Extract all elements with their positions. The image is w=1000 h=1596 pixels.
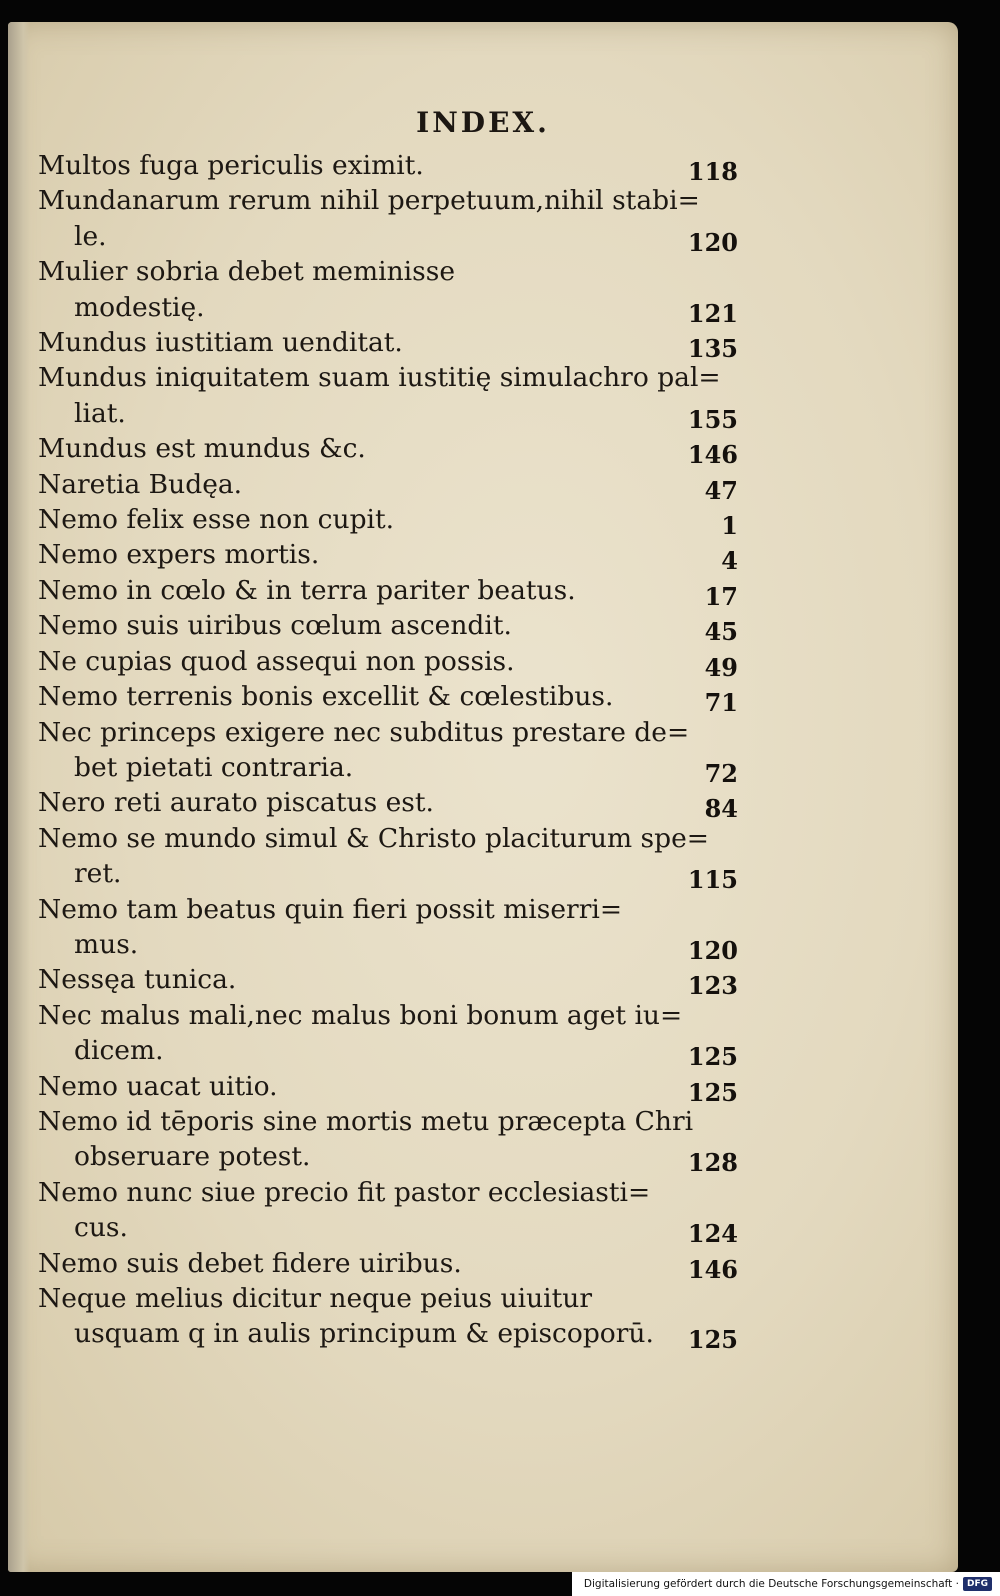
page-number: 4 — [721, 546, 738, 576]
entry-text: Nec malus mali,nec malus boni bonum aget iu= — [38, 999, 683, 1031]
entry-text-continuation: cus. — [74, 1212, 128, 1244]
dfg-logo: DFG — [963, 1577, 992, 1591]
index-entry — [38, 573, 738, 611]
page-number: 72 — [704, 758, 738, 788]
entry-text: Nemo felix esse non cupit. — [38, 504, 395, 536]
page-number: 49 — [704, 652, 738, 682]
entry-text: Nec princeps exigere nec subditus prestare de= — [38, 716, 690, 748]
page-number: 47 — [704, 475, 738, 505]
index-entry — [38, 1104, 738, 1178]
page-number: 123 — [687, 971, 738, 1001]
entry-text: Nemo uacat uitio. — [38, 1070, 278, 1102]
index-entry — [38, 1246, 738, 1284]
entry-text: Naretia Budęa. — [38, 468, 243, 500]
entry-text: Neque melius dicitur neque peius uiuitur — [38, 1283, 592, 1314]
entry-text: Nemo in cœlo & in terra pariter beatus. — [38, 574, 576, 606]
index-entry — [38, 537, 738, 576]
page-number: 135 — [687, 334, 738, 364]
index-entry — [38, 1281, 738, 1355]
entry-text: Nemo nunc siue precio fit pastor ecclesiasti= — [38, 1176, 651, 1208]
page-number: 17 — [704, 581, 738, 611]
index-entry — [38, 608, 738, 647]
index-entry — [38, 467, 738, 505]
index-entry — [38, 785, 738, 824]
page-number: 118 — [687, 157, 738, 186]
index-entry — [38, 962, 738, 1001]
page-number: 120 — [687, 227, 738, 257]
entry-text-continuation: dicem. — [74, 1035, 164, 1067]
index-entry — [38, 679, 738, 718]
index-entry — [38, 183, 738, 257]
page-number: 128 — [687, 1148, 738, 1178]
entry-text: Mundus est mundus &c. — [38, 433, 366, 465]
running-header: INDEX. — [416, 106, 550, 139]
entry-text: Nemo se mundo simul & Christo placiturum spe= — [38, 822, 709, 854]
page-number: 121 — [687, 298, 738, 328]
entry-text: Nemo suis debet fidere uiribus. — [38, 1247, 462, 1279]
entry-text: Mundanarum rerum nihil perpetuum,nihil stabi= — [38, 185, 700, 217]
entry-text-continuation: modestię. — [74, 291, 205, 323]
entry-text: Ne cupias quod assequi non possis. — [38, 645, 515, 677]
index-entry — [38, 1175, 738, 1249]
entry-text: Mundus iustitiam uenditat. — [38, 327, 403, 359]
page-number: 125 — [687, 1325, 738, 1355]
index-entry — [38, 431, 738, 470]
book-page — [8, 22, 958, 1572]
entry-text-continuation: bet pietati contraria. — [74, 751, 354, 783]
page-number: 146 — [687, 1254, 738, 1284]
index-entry — [38, 325, 738, 364]
page-number: 1 — [721, 511, 738, 541]
entry-text: Nero reti aurato piscatus est. — [38, 787, 434, 819]
entry-text: Nemo id tēporis sine mortis metu præcepta Chri — [38, 1105, 694, 1137]
index-entry — [38, 821, 738, 895]
page-number: 146 — [687, 440, 738, 470]
index-entry — [38, 998, 738, 1072]
index-entry — [38, 360, 738, 434]
index-entry — [38, 644, 738, 682]
index-entry — [38, 715, 738, 786]
entry-text-continuation: obseruare potest. — [74, 1141, 311, 1173]
page-number: 115 — [687, 865, 738, 895]
page-number: 124 — [687, 1219, 738, 1249]
page-number: 120 — [687, 935, 738, 965]
page-gutter-edge — [8, 22, 30, 1572]
index-entry — [38, 148, 738, 186]
entry-text-continuation: liat. — [74, 397, 126, 429]
digitization-credit — [572, 1572, 1000, 1596]
entry-text-continuation: le. — [74, 220, 107, 252]
entry-text: Nemo suis uiribus cœlum ascendit. — [38, 610, 512, 642]
page-number: 84 — [704, 794, 738, 824]
index-list — [38, 148, 738, 1355]
page-number: 45 — [704, 617, 738, 647]
entry-text-continuation: ret. — [74, 858, 122, 890]
entry-text: Mundus iniquitatem suam iustitię simulachro pal= — [38, 362, 721, 394]
entry-text-continuation: usquam q in aulis principum & episcoporū. — [74, 1318, 654, 1350]
entry-text: Multos fuga periculis eximit. — [38, 150, 424, 181]
index-entry — [38, 254, 738, 328]
index-entry — [38, 1069, 738, 1107]
entry-text: Nessęa tunica. — [38, 964, 237, 996]
page-number: 125 — [687, 1077, 738, 1107]
entry-text: Nemo tam beatus quin fieri possit miserri= — [38, 893, 623, 925]
entry-text-continuation: mus. — [74, 928, 139, 960]
credit-text: Digitalisierung gefördert durch die Deutsche Forschungsgemeinschaft · — [583, 1578, 959, 1590]
page-number: 155 — [687, 404, 738, 434]
entry-text: Mulier sobria debet meminisse — [38, 256, 456, 288]
index-entry — [38, 502, 738, 541]
entry-text: Nemo expers mortis. — [38, 539, 320, 571]
page-number: 71 — [704, 688, 738, 718]
index-entry — [38, 892, 738, 963]
entry-text: Nemo terrenis bonis excellit & cœlestibus. — [38, 681, 614, 713]
page-number: 125 — [687, 1042, 738, 1072]
